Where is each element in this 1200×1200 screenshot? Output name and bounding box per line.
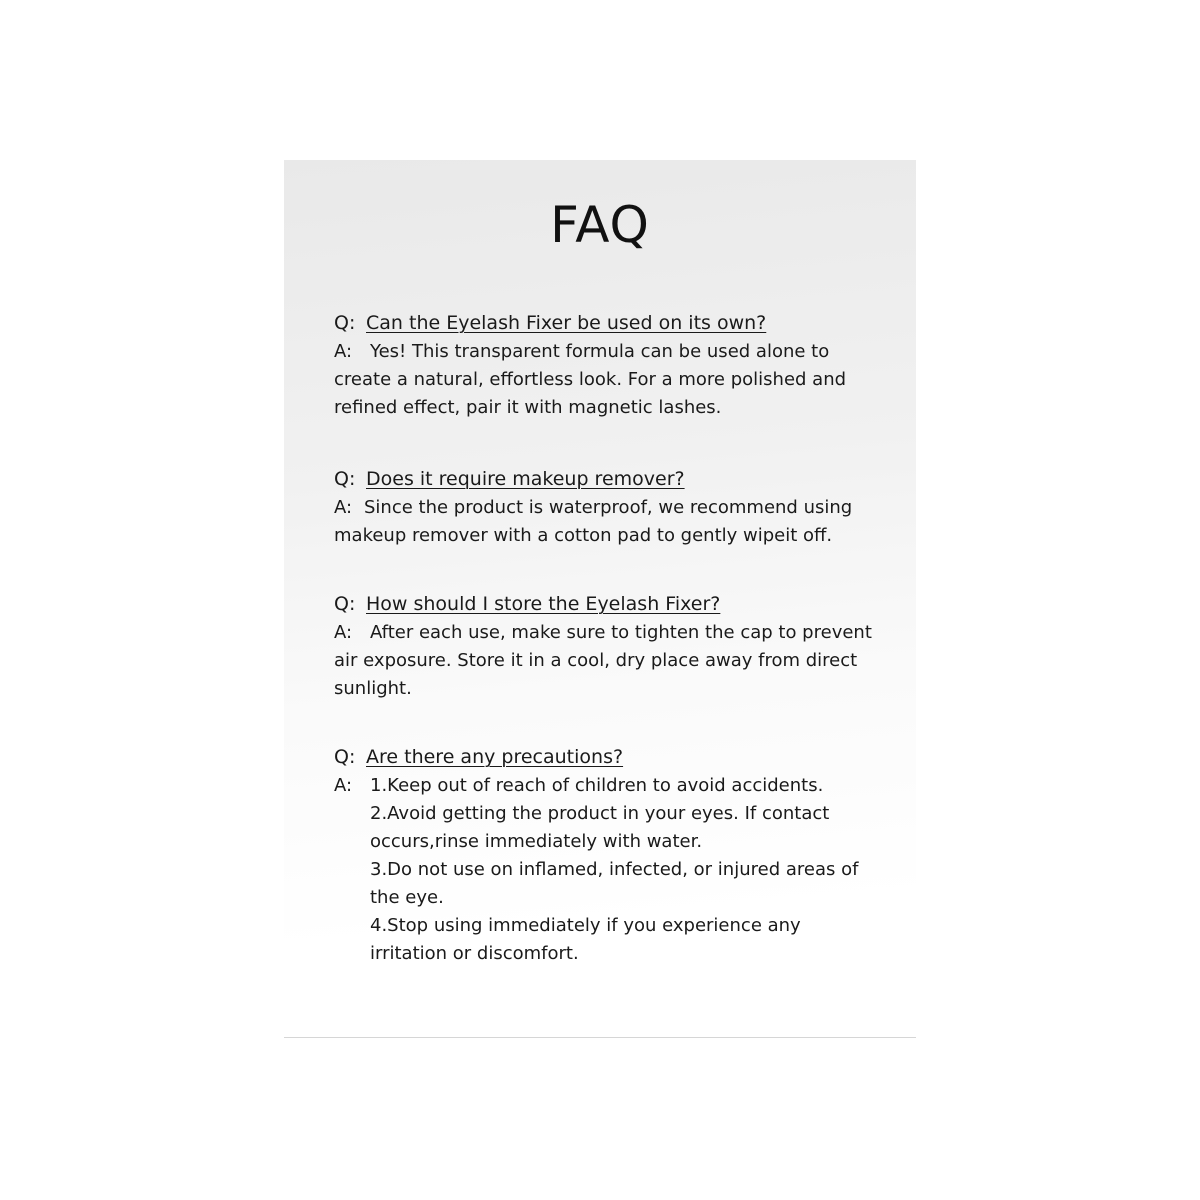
faq-item-2: [334, 466, 874, 550]
faq-question: [334, 310, 874, 336]
answer-prefix: A:: [334, 775, 353, 796]
question-text: Are there any precautions?: [366, 746, 624, 768]
faq-question: [334, 591, 874, 617]
faq-answer: [334, 772, 874, 968]
faq-item-3: [334, 591, 874, 703]
faq-question: [334, 466, 874, 492]
faq-item-1: [334, 310, 874, 422]
question-text: Can the Eyelash Fixer be used on its own?: [366, 312, 767, 334]
faq-question: [334, 744, 874, 770]
question-prefix: Q:: [334, 468, 356, 490]
faq-answer: [334, 494, 874, 550]
question-text: Does it require makeup remover?: [366, 468, 685, 490]
question-prefix: Q:: [334, 312, 356, 334]
precautions-list: [370, 772, 874, 968]
question-prefix: Q:: [334, 593, 356, 615]
list-item: 3.Do not use on inflamed, infected, or injured areas of the eye.: [370, 859, 859, 908]
list-item: 2.Avoid getting the product in your eyes. If contact occurs,rinse immediately with water.: [370, 803, 830, 852]
question-prefix: Q:: [334, 746, 356, 768]
list-item: 4.Stop using immediately if you experience any irritation or discomfort.: [370, 915, 801, 964]
answer-text: Since the product is waterproof, we recommend using makeup remover with a cotton pad to gently wipeit off.: [334, 497, 853, 546]
answer-prefix: A:: [334, 622, 353, 643]
faq-item-4: [334, 744, 874, 968]
faq-card: [284, 160, 916, 1038]
question-text: How should I store the Eyelash Fixer?: [366, 593, 721, 615]
answer-text: After each use, make sure to tighten the cap to prevent air exposure. Store it in a cool, dry place away from direct sunlight.: [334, 622, 872, 699]
faq-answer: [334, 619, 874, 703]
answer-prefix: A:: [334, 341, 353, 362]
answer-prefix: A:: [334, 497, 353, 518]
answer-text: Yes! This transparent formula can be used alone to create a natural, effortless look. For a more polished and refined effect, pair it with magnetic lashes.: [334, 341, 847, 418]
page-title: FAQ: [550, 196, 650, 254]
list-item: 1.Keep out of reach of children to avoid accidents.: [370, 775, 824, 796]
faq-answer: [334, 338, 874, 422]
